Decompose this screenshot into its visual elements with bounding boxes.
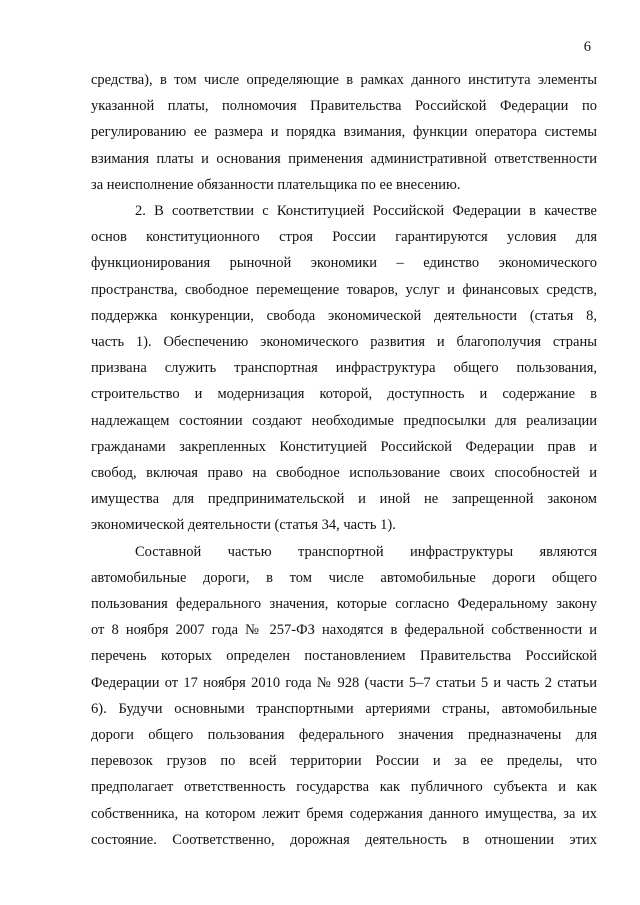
paragraph-section-2 <box>91 198 597 539</box>
text-line: от 8 ноября 2007 года № 257-ФЗ находятся в федеральной собственности и <box>91 622 597 639</box>
text-line: основ конституционного строя России гарантируются условия для <box>91 229 597 246</box>
paragraph-transport-infrastructure <box>91 539 597 853</box>
text-line: состояние. Соответственно, дорожная деятельность в отношении этих <box>91 831 597 848</box>
text-line: регулированию ее размера и порядка взимания, функции оператора системы <box>91 124 597 141</box>
text-line: экономической деятельности (статья 34, часть 1). <box>91 517 396 534</box>
page-number: 6 <box>583 39 591 55</box>
text-line: часть 1). Обеспечению экономического развития и благополучия страны <box>91 334 597 351</box>
text-line: строительство и модернизация которой, доступность и содержание в <box>91 386 597 403</box>
text-line: призвана служить транспортная инфраструктура общего пользования, <box>91 360 597 377</box>
text-line: предполагает ответственность государства как публичного субъекта и как <box>91 779 597 796</box>
text-line: Составной частью транспортной инфраструктуры являются <box>135 543 597 560</box>
text-line: 2. В соответствии с Конституцией Российской Федерации в качестве <box>135 203 597 220</box>
paragraph-continuation <box>91 67 597 198</box>
text-line: Федерации от 17 ноября 2010 года № 928 (части 5–7 статьи 5 и часть 2 статьи <box>91 674 597 691</box>
text-line: пространства, свободное перемещение товаров, услуг и финансовых средств, <box>91 281 597 298</box>
text-line: перечень которых определен постановлением Правительства Российской <box>91 648 597 665</box>
text-line: надлежащем состоянии создают необходимые предпосылки для реализации <box>91 412 597 429</box>
text-line: функционирования рыночной экономики – единство экономического <box>91 255 597 272</box>
text-line: автомобильные дороги, в том числе автомобильные дороги общего <box>91 569 597 586</box>
text-line: свобод, включая право на свободное использование своих способностей и <box>91 465 597 482</box>
text-line: гражданами закрепленных Конституцией Российской Федерации прав и <box>91 438 597 455</box>
text-line: собственника, на котором лежит бремя содержания данного имущества, за их <box>91 805 597 822</box>
text-line: поддержка конкуренции, свобода экономической деятельности (статья 8, <box>91 307 597 324</box>
text-line: 6). Будучи основными транспортными артериями страны, автомобильные <box>91 700 597 717</box>
text-line: за неисполнение обязанности плательщика по ее внесению. <box>91 176 461 193</box>
text-line: перевозок грузов по всей территории России и за ее пределы, что <box>91 753 597 770</box>
text-line: пользования федерального значения, которые согласно Федеральному закону <box>91 596 597 613</box>
document-body <box>91 67 597 853</box>
text-line: дороги общего пользования федерального значения предназначены для <box>91 727 597 744</box>
text-line: средства), в том числе определяющие в рамках данного института элементы <box>91 72 597 88</box>
text-line: взимания платы и основания применения административной ответственности <box>91 150 597 167</box>
text-line: указанной платы, полномочия Правительства Российской Федерации по <box>91 98 597 115</box>
text-line: имущества для предпринимательской и иной не запрещенной законом <box>91 491 597 508</box>
